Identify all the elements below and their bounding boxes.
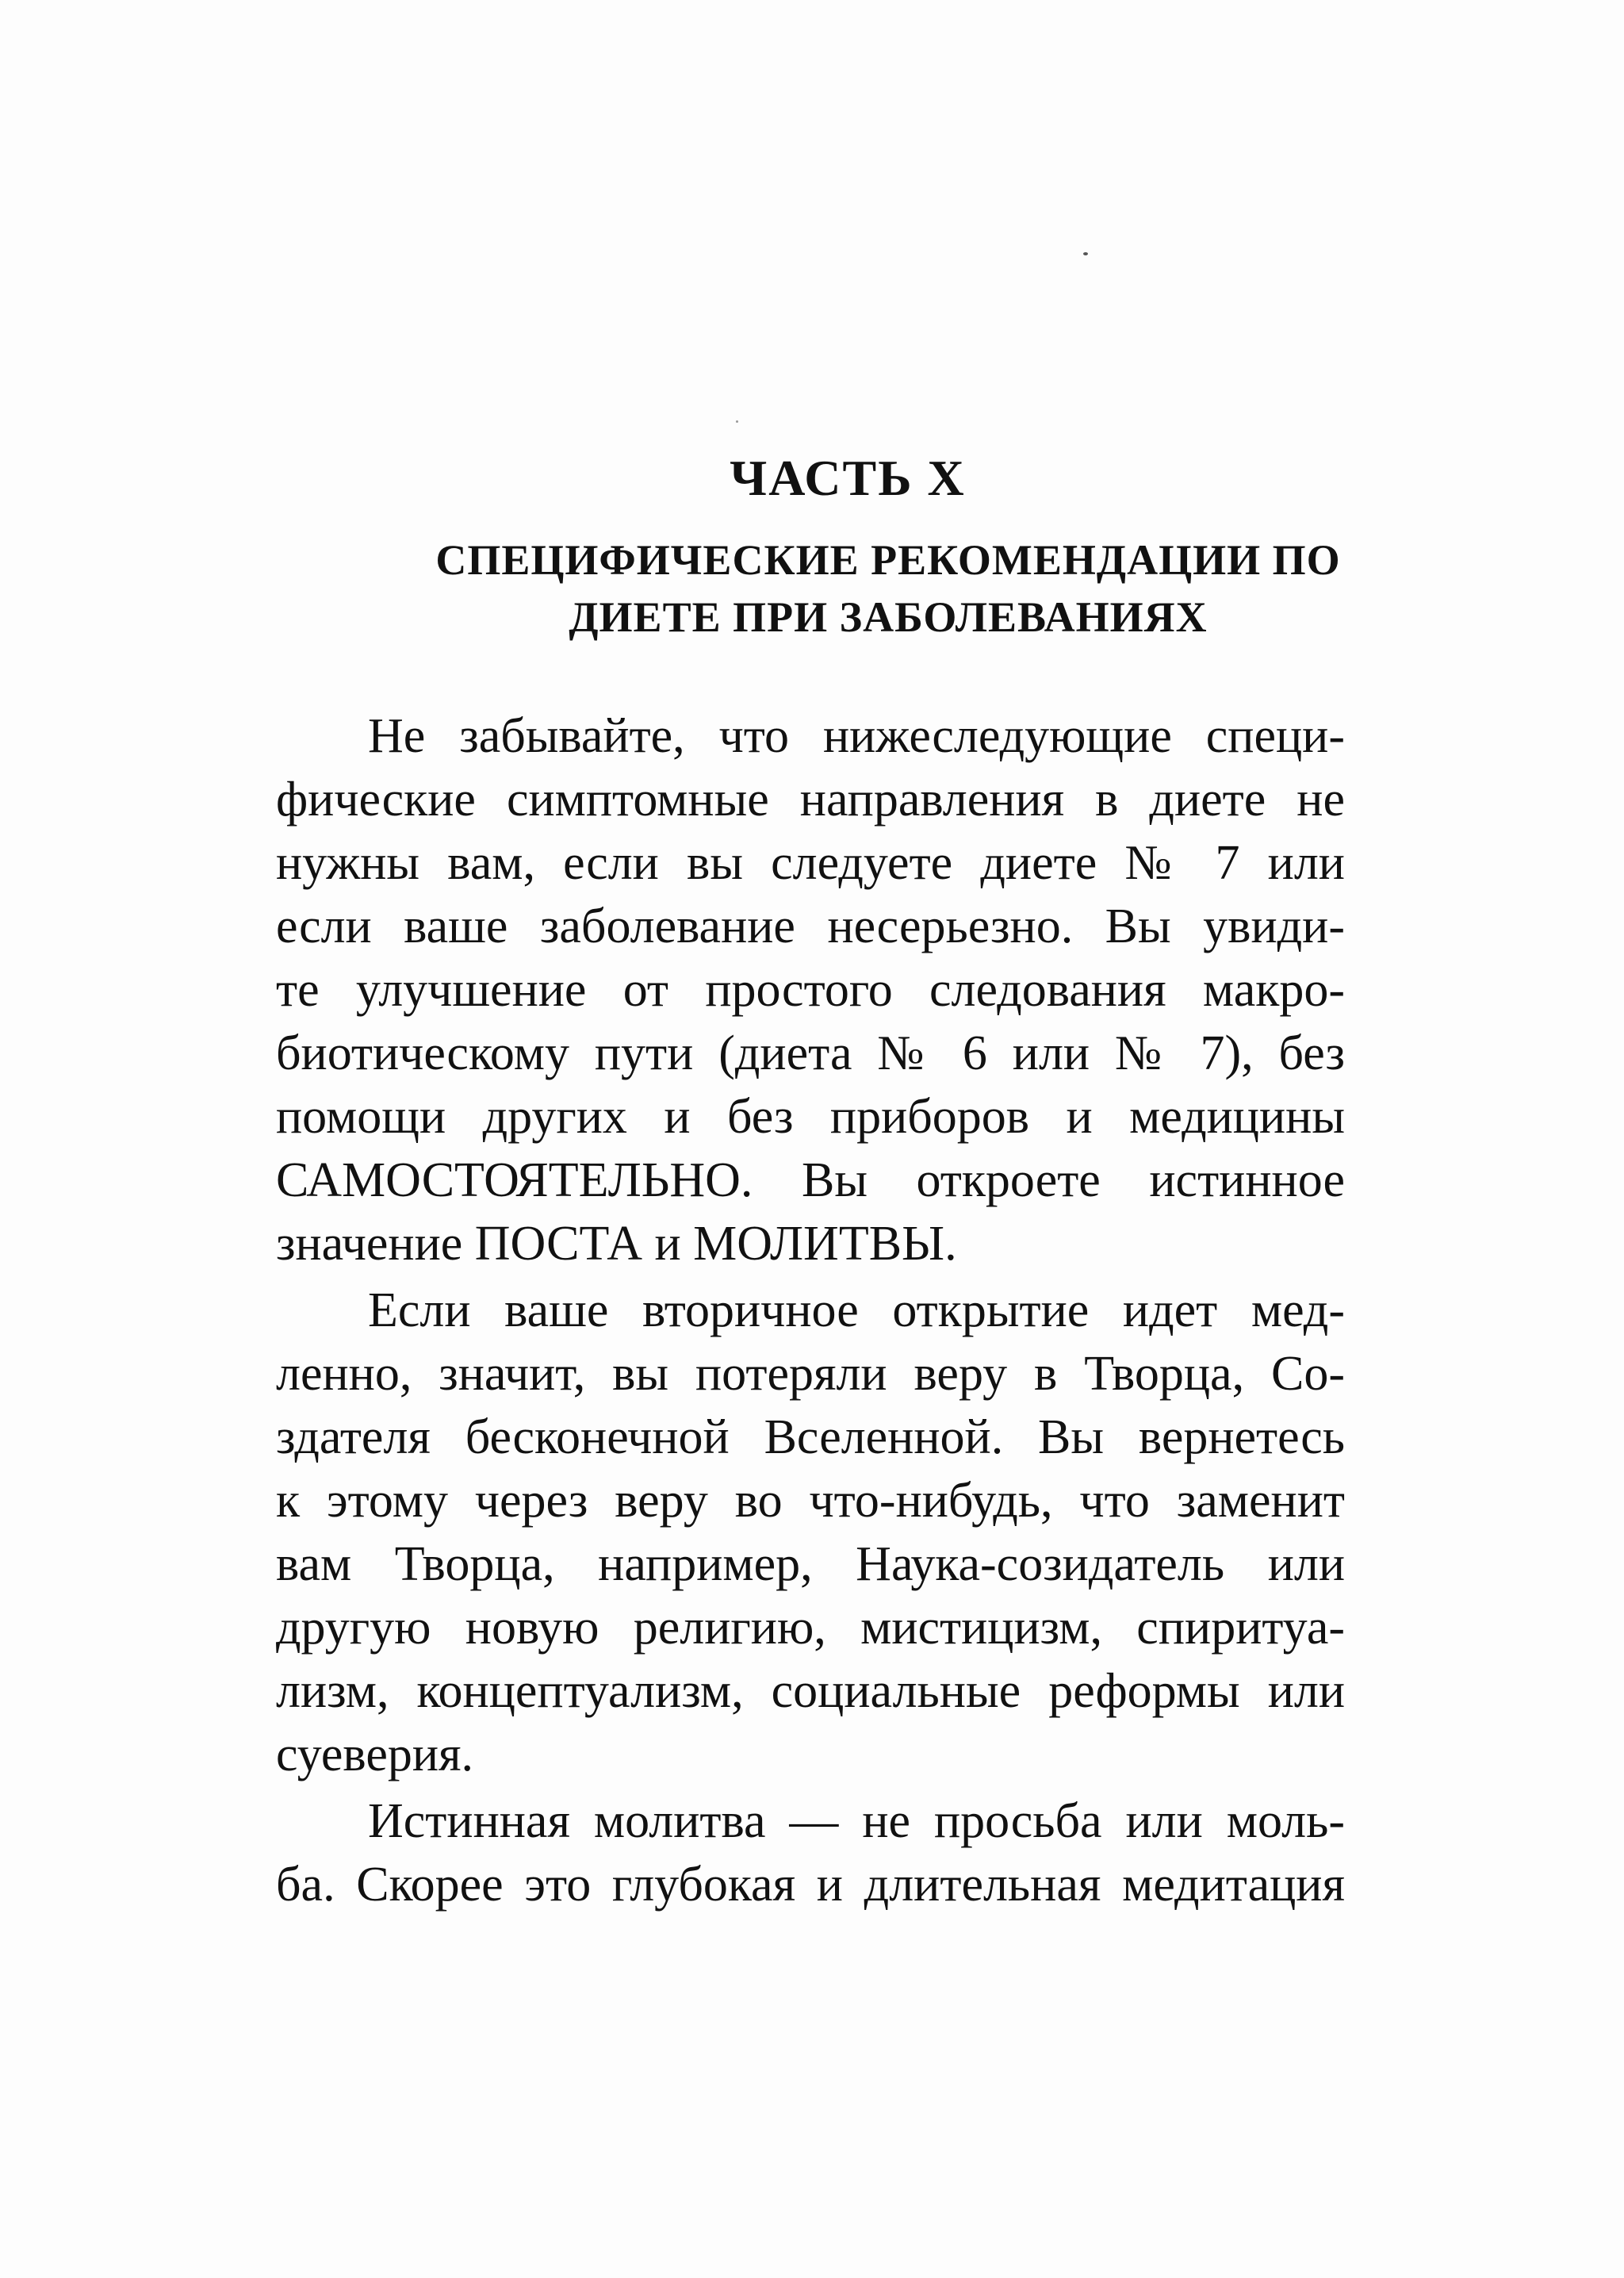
text-line: к этому через веру во что-нибудь, что заменит (276, 1474, 1345, 1528)
chapter-title-line: СПЕЦИФИЧЕСКИЕ РЕКОМЕНДАЦИИ ПО (435, 536, 1341, 584)
text-line: те улучшение от простого следования макро- (276, 963, 1345, 1017)
text-line: биотическому пути (диета № 6 или № 7), без (276, 1026, 1345, 1080)
chapter-title-line: ДИЕТЕ ПРИ ЗАБОЛЕВАНИЯХ (569, 593, 1208, 641)
text-line: САМОСТОЯТЕЛЬНО. Вы откроете истинное (276, 1153, 1345, 1207)
scan-speck (1083, 252, 1088, 255)
paragraph (276, 1789, 1345, 1916)
paragraph (276, 1279, 1345, 1786)
text-line: здателя бесконечной Вселенной. Вы вернетесь (276, 1410, 1345, 1464)
part-title: ЧАСТЬ X (730, 450, 966, 506)
text-line: лизм, концептуализм, социальные реформы или (276, 1664, 1345, 1718)
text-line: вам Творца, например, Наука-созидатель или (276, 1537, 1345, 1591)
text-line: помощи других и без приборов и медицины (276, 1090, 1345, 1144)
text-line: значение ПОСТА и МОЛИТВЫ. (276, 1217, 957, 1271)
text-line: ба. Скорее это глубокая и длительная медитация (276, 1858, 1345, 1912)
text-line: другую новую религию, мистицизм, спиритуа- (276, 1601, 1345, 1655)
text-line: Не забывайте, что нижеследующие специ- (368, 709, 1345, 763)
chapter-title (262, 531, 1515, 646)
text-line: нужны вам, если вы следуете диете № 7 или (276, 836, 1345, 890)
text-line: ленно, значит, вы потеряли веру в Творца, Со- (276, 1347, 1345, 1401)
text-line: фические симптомные направления в диете не (276, 773, 1345, 826)
text-line: суеверия. (276, 1728, 474, 1781)
scan-speck (736, 420, 738, 423)
text-line: Если ваше вторичное открытие идет мед- (368, 1283, 1345, 1337)
body-text (276, 704, 1345, 1916)
text-line: Истинная молитва — не просьба или моль- (368, 1794, 1345, 1848)
text-line: если ваше заболевание несерьезно. Вы увиди- (276, 899, 1345, 953)
paragraph (276, 704, 1345, 1275)
